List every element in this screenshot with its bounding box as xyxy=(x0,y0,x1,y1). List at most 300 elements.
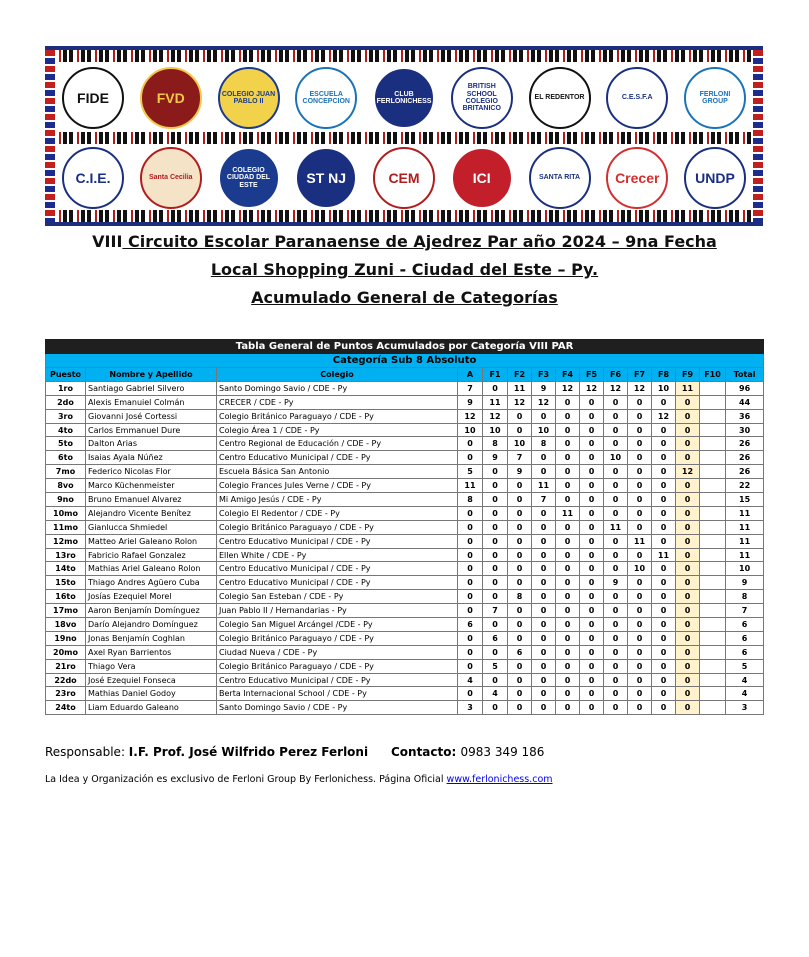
table-row xyxy=(46,437,764,451)
score-cell: 0 xyxy=(532,465,556,479)
logo-text: Crecer xyxy=(615,170,660,186)
score-cell: 0 xyxy=(628,687,652,701)
score-cell: 0 xyxy=(532,451,556,465)
rank-cell: 4to xyxy=(46,423,86,437)
score-cell: 0 xyxy=(604,465,628,479)
school-cell: Centro Educativo Municipal / CDE - Py xyxy=(217,451,458,465)
score-cell: 0 xyxy=(628,645,652,659)
table-row xyxy=(46,479,764,493)
rank-cell: 24to xyxy=(46,701,86,715)
score-cell: 0 xyxy=(604,590,628,604)
score-cell: 0 xyxy=(652,479,676,493)
score-cell: 12 xyxy=(580,381,604,395)
school-cell: Colegio San Miguel Arcángel /CDE - Py xyxy=(217,618,458,632)
rank-cell: 5to xyxy=(46,437,86,451)
score-cell: 0 xyxy=(532,645,556,659)
score-cell: 0 xyxy=(556,465,580,479)
rank-cell: 13ro xyxy=(46,548,86,562)
school-cell: Berta Internacional School / CDE - Py xyxy=(217,687,458,701)
score-cell: 0 xyxy=(652,673,676,687)
score-cell: 0 xyxy=(483,465,508,479)
score-cell: 0 xyxy=(604,687,628,701)
score-cell: 0 xyxy=(628,423,652,437)
score-cell: 0 xyxy=(604,493,628,507)
score-cell: 0 xyxy=(628,631,652,645)
score-cell: 0 xyxy=(676,451,700,465)
score-cell: 0 xyxy=(604,673,628,687)
player-name-cell: Giovanni José Cortessi xyxy=(86,409,217,423)
score-cell: 12 xyxy=(532,395,556,409)
total-cell: 11 xyxy=(726,506,764,520)
score-cell: 0 xyxy=(556,576,580,590)
table-row xyxy=(46,659,764,673)
cae-logo xyxy=(292,65,360,131)
logo-text: COLEGIO JUAN PABLO II xyxy=(221,90,276,105)
score-cell: 0 xyxy=(604,479,628,493)
score-cell: 12 xyxy=(508,395,532,409)
score-cell: 0 xyxy=(458,590,483,604)
total-cell: 11 xyxy=(726,534,764,548)
column-header: Nombre y Apellido xyxy=(86,368,217,382)
score-cell: 0 xyxy=(652,437,676,451)
column-header: A xyxy=(458,368,483,382)
score-cell: 0 xyxy=(556,645,580,659)
total-cell: 5 xyxy=(726,659,764,673)
score-cell: 7 xyxy=(508,451,532,465)
table-row xyxy=(46,506,764,520)
school-cell: CRECER / CDE - Py xyxy=(217,395,458,409)
score-cell: 0 xyxy=(628,659,652,673)
table-row xyxy=(46,590,764,604)
table-row xyxy=(46,618,764,632)
school-cell: Centro Regional de Educación / CDE - Py xyxy=(217,437,458,451)
logo-text: ST NJ xyxy=(306,170,347,186)
column-header: F8 xyxy=(652,368,676,382)
score-cell: 0 xyxy=(458,451,483,465)
school-cell: Santo Domingo Savio / CDE - Py xyxy=(217,701,458,715)
score-cell: 0 xyxy=(483,618,508,632)
score-cell: 0 xyxy=(508,562,532,576)
score-cell: 0 xyxy=(628,465,652,479)
score-cell: 0 xyxy=(676,437,700,451)
rank-cell: 19no xyxy=(46,631,86,645)
score-cell: 0 xyxy=(580,590,604,604)
responsable-label: Responsable: xyxy=(45,745,129,759)
chess-pieces-strip-top xyxy=(45,50,763,62)
score-cell: 11 xyxy=(676,381,700,395)
score-cell: 0 xyxy=(458,631,483,645)
player-name-cell: Fabricio Rafael Gonzalez xyxy=(86,548,217,562)
score-cell: 6 xyxy=(483,631,508,645)
score-cell: 0 xyxy=(556,409,580,423)
table-row xyxy=(46,687,764,701)
score-cell: 0 xyxy=(458,437,483,451)
total-cell: 26 xyxy=(726,451,764,465)
score-cell: 11 xyxy=(458,479,483,493)
total-cell: 30 xyxy=(726,423,764,437)
logo-row-bottom xyxy=(59,144,749,212)
total-cell: 6 xyxy=(726,618,764,632)
flag-border-left xyxy=(45,50,55,222)
school-cell: Santo Domingo Savio / CDE - Py xyxy=(217,381,458,395)
table-row xyxy=(46,576,764,590)
school-cell: Centro Educativo Municipal / CDE - Py xyxy=(217,534,458,548)
rank-cell: 23ro xyxy=(46,687,86,701)
score-cell: 0 xyxy=(556,604,580,618)
column-header: F7 xyxy=(628,368,652,382)
score-cell: 0 xyxy=(532,534,556,548)
score-cell: 0 xyxy=(532,618,556,632)
school-cell: Centro Educativo Municipal / CDE - Py xyxy=(217,562,458,576)
score-cell: 0 xyxy=(652,631,676,645)
score-cell: 0 xyxy=(532,659,556,673)
total-cell: 26 xyxy=(726,437,764,451)
score-cell: 0 xyxy=(580,618,604,632)
score-cell: 0 xyxy=(676,645,700,659)
school-cell: Colegio Frances Jules Verne / CDE - Py xyxy=(217,479,458,493)
score-cell: 0 xyxy=(652,534,676,548)
score-cell: 0 xyxy=(652,562,676,576)
cesfa-logo xyxy=(603,65,671,131)
school-cell: Ciudad Nueva / CDE - Py xyxy=(217,645,458,659)
score-cell: 0 xyxy=(604,701,628,715)
logo-text: FERLONI GROUP xyxy=(699,90,731,105)
ferloni-group-emblem-icon xyxy=(684,67,746,129)
score-cell: 0 xyxy=(652,520,676,534)
score-cell: 0 xyxy=(508,687,532,701)
score-cell: 11 xyxy=(628,534,652,548)
score-cell: 0 xyxy=(508,604,532,618)
logo-text: FIDE xyxy=(77,90,109,106)
ciudad-del-este-logo xyxy=(215,145,283,211)
santa-rita-logo xyxy=(526,145,594,211)
player-name-cell: Aaron Benjamín Domínguez xyxy=(86,604,217,618)
score-cell: 0 xyxy=(580,437,604,451)
player-name-cell: Mathias Ariel Galeano Rolon xyxy=(86,562,217,576)
score-cell: 10 xyxy=(508,437,532,451)
chess-pieces-strip-middle xyxy=(45,132,763,144)
score-cell: 0 xyxy=(604,645,628,659)
score-cell: 0 xyxy=(580,520,604,534)
score-cell: 0 xyxy=(604,548,628,562)
score-cell: 0 xyxy=(652,604,676,618)
score-cell: 0 xyxy=(580,451,604,465)
table-row xyxy=(46,701,764,715)
total-cell: 8 xyxy=(726,590,764,604)
rank-cell: 2do xyxy=(46,395,86,409)
score-cell: 0 xyxy=(532,576,556,590)
total-cell: 11 xyxy=(726,548,764,562)
score-cell: 0 xyxy=(676,493,700,507)
school-cell: Centro Educativo Municipal / CDE - Py xyxy=(217,673,458,687)
column-header: F4 xyxy=(556,368,580,382)
score-cell: 0 xyxy=(508,534,532,548)
score-cell: 0 xyxy=(556,520,580,534)
total-cell: 22 xyxy=(726,479,764,493)
score-cell: 0 xyxy=(628,576,652,590)
score-cell: 0 xyxy=(556,618,580,632)
score-cell: 0 xyxy=(508,659,532,673)
score-cell: 0 xyxy=(483,520,508,534)
sponsor-banner xyxy=(45,46,763,226)
score-cell xyxy=(700,645,726,659)
score-cell xyxy=(700,395,726,409)
rank-cell: 21ro xyxy=(46,659,86,673)
score-cell: 3 xyxy=(458,701,483,715)
score-cell: 0 xyxy=(652,590,676,604)
score-cell: 0 xyxy=(556,451,580,465)
contacto-label: Contacto: xyxy=(390,745,461,759)
logo-text: UNDP xyxy=(695,170,735,186)
score-cell: 0 xyxy=(458,659,483,673)
total-cell: 6 xyxy=(726,645,764,659)
total-cell: 3 xyxy=(726,701,764,715)
score-cell: 0 xyxy=(628,437,652,451)
score-cell: 0 xyxy=(508,618,532,632)
score-cell: 0 xyxy=(628,479,652,493)
score-cell: 0 xyxy=(580,493,604,507)
score-cell: 0 xyxy=(508,631,532,645)
score-cell: 0 xyxy=(604,395,628,409)
score-cell: 9 xyxy=(483,451,508,465)
official-site-link[interactable]: www.ferlonichess.com xyxy=(446,774,553,785)
score-cell: 0 xyxy=(508,673,532,687)
school-cell: Mi Amigo Jesús / CDE - Py xyxy=(217,493,458,507)
score-cell: 0 xyxy=(580,423,604,437)
el-redentor-logo xyxy=(526,65,594,131)
score-cell: 0 xyxy=(628,604,652,618)
player-name-cell: Liam Eduardo Galeano xyxy=(86,701,217,715)
total-cell: 7 xyxy=(726,604,764,618)
title-event: Circuito Escolar Paranaense de Ajedrez Par año 2024 – 9na Fecha xyxy=(122,232,717,251)
table-row xyxy=(46,631,764,645)
score-cell: 0 xyxy=(532,631,556,645)
column-header: F5 xyxy=(580,368,604,382)
logo-text: CEM xyxy=(388,170,420,186)
score-cell xyxy=(700,423,726,437)
score-cell: 0 xyxy=(532,590,556,604)
score-cell: 0 xyxy=(652,701,676,715)
player-name-cell: Dalton Arias xyxy=(86,437,217,451)
score-cell: 0 xyxy=(652,645,676,659)
score-cell: 0 xyxy=(556,423,580,437)
crecer-emblem-icon xyxy=(606,147,668,209)
score-cell: 0 xyxy=(580,659,604,673)
rank-cell: 9no xyxy=(46,493,86,507)
player-name-cell: Carlos Emmanuel Dure xyxy=(86,423,217,437)
score-cell: 0 xyxy=(580,562,604,576)
score-cell: 0 xyxy=(580,506,604,520)
score-cell: 0 xyxy=(508,423,532,437)
player-name-cell: Thiago Vera xyxy=(86,659,217,673)
score-cell: 0 xyxy=(580,479,604,493)
logo-text: CLUB FERLONICHESS xyxy=(376,90,432,105)
total-cell: 9 xyxy=(726,576,764,590)
score-cell: 0 xyxy=(604,618,628,632)
score-cell: 0 xyxy=(483,673,508,687)
total-cell: 15 xyxy=(726,493,764,507)
score-cell: 7 xyxy=(483,604,508,618)
score-cell: 10 xyxy=(628,562,652,576)
score-cell: 0 xyxy=(458,534,483,548)
score-cell: 0 xyxy=(628,520,652,534)
logo-text: ESCUELA CONCEPCION xyxy=(302,90,350,105)
score-cell xyxy=(700,604,726,618)
total-cell: 10 xyxy=(726,562,764,576)
score-cell: 5 xyxy=(483,659,508,673)
total-cell: 96 xyxy=(726,381,764,395)
score-cell: 0 xyxy=(580,604,604,618)
rank-cell: 22do xyxy=(46,673,86,687)
rank-cell: 16to xyxy=(46,590,86,604)
stnj-emblem-icon xyxy=(295,147,357,209)
score-cell: 0 xyxy=(652,493,676,507)
score-cell: 0 xyxy=(628,701,652,715)
santa-cecilia-emblem-icon xyxy=(140,147,202,209)
rank-cell: 7mo xyxy=(46,465,86,479)
score-cell: 0 xyxy=(580,631,604,645)
table-row xyxy=(46,395,764,409)
santa-cecilia-logo xyxy=(137,145,205,211)
rank-cell: 18vo xyxy=(46,618,86,632)
flag-border-right xyxy=(753,50,763,222)
score-cell: 4 xyxy=(483,687,508,701)
ici-logo xyxy=(448,145,516,211)
column-header: Colegio xyxy=(217,368,458,382)
score-cell: 0 xyxy=(580,701,604,715)
score-cell: 11 xyxy=(532,479,556,493)
ici-emblem-icon xyxy=(451,147,513,209)
score-cell: 0 xyxy=(676,659,700,673)
table-row xyxy=(46,645,764,659)
score-cell: 9 xyxy=(532,381,556,395)
juan-pablo-emblem-icon xyxy=(218,67,280,129)
school-cell: Escuela Básica San Antonio xyxy=(217,465,458,479)
school-cell: Colegio El Redentor / CDE - Py xyxy=(217,506,458,520)
total-cell: 44 xyxy=(726,395,764,409)
crecer-logo xyxy=(603,145,671,211)
score-cell: 0 xyxy=(483,548,508,562)
score-cell: 0 xyxy=(652,659,676,673)
score-cell xyxy=(700,465,726,479)
player-name-cell: Darío Alejandro Domínguez xyxy=(86,618,217,632)
table-row xyxy=(46,673,764,687)
juan-pablo-logo xyxy=(215,65,283,131)
score-cell: 0 xyxy=(676,701,700,715)
cae-emblem-icon xyxy=(295,67,357,129)
score-cell: 12 xyxy=(556,381,580,395)
score-cell: 0 xyxy=(628,548,652,562)
standings-table-container xyxy=(45,339,763,715)
score-cell: 0 xyxy=(676,576,700,590)
page-subtitle-summary xyxy=(0,288,809,307)
score-cell: 0 xyxy=(628,409,652,423)
cesfa-emblem-icon xyxy=(606,67,668,129)
table-row xyxy=(46,534,764,548)
organization-line xyxy=(45,774,553,785)
school-cell: Colegio Área 1 / CDE - Py xyxy=(217,423,458,437)
score-cell xyxy=(700,493,726,507)
score-cell: 0 xyxy=(532,604,556,618)
score-cell: 11 xyxy=(508,381,532,395)
score-cell: 0 xyxy=(676,631,700,645)
player-name-cell: Bruno Emanuel Alvarez xyxy=(86,493,217,507)
score-cell xyxy=(700,479,726,493)
score-cell: 0 xyxy=(604,437,628,451)
undp-logo xyxy=(681,145,749,211)
score-cell: 11 xyxy=(652,548,676,562)
score-cell: 0 xyxy=(580,687,604,701)
score-cell: 0 xyxy=(580,645,604,659)
rank-cell: 8vo xyxy=(46,479,86,493)
score-cell xyxy=(700,701,726,715)
logo-text: SANTA RITA xyxy=(538,174,581,182)
score-cell xyxy=(700,437,726,451)
score-cell: 0 xyxy=(508,576,532,590)
score-cell xyxy=(700,631,726,645)
column-header: F2 xyxy=(508,368,532,382)
score-cell: 0 xyxy=(556,493,580,507)
score-cell: 0 xyxy=(628,493,652,507)
score-cell: 10 xyxy=(604,451,628,465)
score-cell: 0 xyxy=(676,534,700,548)
score-cell: 0 xyxy=(676,687,700,701)
score-cell: 0 xyxy=(652,506,676,520)
column-header: Puesto xyxy=(46,368,86,382)
score-cell: 0 xyxy=(628,395,652,409)
school-cell: Centro Educativo Municipal / CDE - Py xyxy=(217,576,458,590)
score-cell: 0 xyxy=(652,451,676,465)
column-header: F1 xyxy=(483,368,508,382)
player-name-cell: Isaias Ayala Núñez xyxy=(86,451,217,465)
score-cell: 0 xyxy=(532,562,556,576)
score-cell: 0 xyxy=(556,562,580,576)
logo-row-top xyxy=(59,64,749,132)
score-cell: 7 xyxy=(532,493,556,507)
score-cell: 12 xyxy=(628,381,652,395)
score-cell: 0 xyxy=(458,548,483,562)
total-cell: 36 xyxy=(726,409,764,423)
score-cell: 0 xyxy=(483,562,508,576)
fide-emblem-icon xyxy=(62,67,124,129)
table-row xyxy=(46,493,764,507)
location-text: Local Shopping Zuni - Ciudad del Este – Py. xyxy=(210,260,599,279)
score-cell: 0 xyxy=(532,701,556,715)
logo-text: COLEGIO CIUDAD DEL ESTE xyxy=(226,166,271,189)
stnj-logo xyxy=(292,145,360,211)
score-cell: 0 xyxy=(652,687,676,701)
total-cell: 4 xyxy=(726,673,764,687)
score-cell xyxy=(700,673,726,687)
cem-emblem-icon xyxy=(373,147,435,209)
score-cell: 0 xyxy=(508,479,532,493)
table-row xyxy=(46,451,764,465)
score-cell: 0 xyxy=(556,590,580,604)
british-school-emblem-icon xyxy=(451,67,513,129)
score-cell xyxy=(700,520,726,534)
score-cell: 0 xyxy=(556,437,580,451)
score-cell: 0 xyxy=(483,479,508,493)
rank-cell: 17mo xyxy=(46,604,86,618)
score-cell: 8 xyxy=(483,437,508,451)
score-cell xyxy=(700,381,726,395)
rank-cell: 6to xyxy=(46,451,86,465)
score-cell xyxy=(700,590,726,604)
ferloni-group-logo xyxy=(681,65,749,131)
cem-logo xyxy=(370,145,438,211)
player-name-cell: Thiago Andres Agüero Cuba xyxy=(86,576,217,590)
score-cell: 12 xyxy=(676,465,700,479)
